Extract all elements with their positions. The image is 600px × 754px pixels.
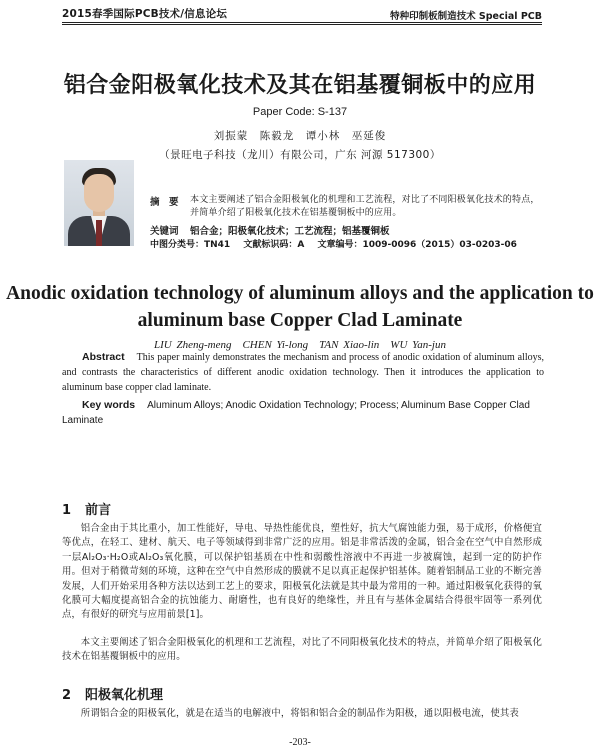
paper-code: Paper Code: S-137 (252, 106, 348, 118)
authors-cn: 刘振蒙 陈毅龙 谭小林 巫延俊 (213, 130, 387, 142)
abstract-cn-text: 本文主要阐述了铝合金阳极氧化的机理和工艺流程，对比了不同阳极氧化技术的特点，并简单介绍了阳极氧化技术在铝基覆铜板中的应用。 (190, 195, 540, 218)
page-number: -203- (289, 737, 311, 748)
article-number: 文章编号：1009-0096（2015）03-0203-06 (317, 240, 517, 250)
section-1-paragraph-2: 本文主要阐述了铝合金阳极氧化的机理和工艺流程，对比了不同阳极氧化技术的特点，并简单介绍了阳极氧化技术在铝基覆铜板中的应用。 (62, 637, 542, 663)
section-2-heading (62, 684, 163, 703)
section-1-heading (62, 499, 111, 518)
keywords-en (62, 398, 544, 428)
keywords-cn-text: 铝合金；阳极氧化技术；工艺流程；铝基覆铜板 (190, 226, 390, 237)
doc-code: 文献标识码：A (243, 240, 305, 250)
keywords-en-text: Aluminum Alloys; Anodic Oxidation Technology; Process; Aluminum Base Copper Clad Laminate (62, 400, 530, 426)
author-photo (64, 160, 134, 246)
abstract-en (62, 350, 544, 395)
abstract-cn-label: 摘 要 (150, 197, 179, 208)
section-1-paragraph-1: 铝合金由于其比重小，加工性能好，导电、导热性能优良，塑性好，抗大气腐蚀能力强，易于成形，价格便宜等优点，在轻工、建材、航天、电子等领域得到非常广泛的应用。铝是非常活泼的金属，铝合金在空气中自然形成一层Al₂O₃·H₂O或Al₂O₃氧化膜，可以保护铝基质在中性和弱酸性溶液中不再进一步被腐蚀，起到一定的防护作用。但对于稍微苛刻的环境，这种在空气中自然形成的膜就不足以真正起保护铝基体。随着铝制品工业的不断完善发展，人们开始采用各种方法以达到工艺上的要求，阳极氧化法就是其中最为常用的一种。通过阳极氧化获得的氧化膜可大幅度提高铝合金的抗蚀能力、耐磨性，也有良好的绝缘性，并且有与基体金属结合得很牢固等一系列优点，有很好的研究与应用前景[1]。 (62, 523, 542, 621)
authors-en: LIU Zheng-meng CHEN Yi-long TAN Xiao-lin WU Yan-jun (154, 339, 446, 351)
section-2-number: 2 (62, 688, 72, 703)
keywords-en-label: Key words (82, 399, 136, 411)
cls-number: 中图分类号：TN41 (150, 240, 231, 250)
header-rule-thin (62, 24, 542, 25)
abstract-en-text: This paper mainly demonstrates the mechanism and process of anodic oxidation of aluminum alloys, and contrasts the characteristics of different anodic oxidation technology. Then it introduces the application to aluminum base copper clad laminate. (62, 352, 544, 393)
paper-title-cn: 铝合金阳极氧化技术及其在铝基覆铜板中的应用 (63, 73, 537, 98)
keywords-cn-label: 关键词 (150, 226, 179, 237)
paper-title-en: Anodic oxidation technology of aluminum alloys and the application to aluminum base Copper Clad Laminate (6, 283, 594, 331)
section-1-number: 1 (62, 503, 72, 518)
section-2-title: 阳极氧化机理 (85, 688, 164, 703)
abstract-en-label: Abstract (82, 351, 125, 363)
journal-header-right: 特种印制板制造技术 Special PCB (390, 11, 542, 22)
section-2-paragraph-1: 所谓铝合金的阳极氧化，就是在适当的电解液中，将铝和铝合金的制品作为阳极，通以阳极电流，使其表 (80, 708, 519, 719)
header-rule (62, 22, 542, 23)
affiliation-cn: （景旺电子科技（龙川）有限公司，广东 河源 517300） (159, 149, 441, 161)
section-1-title: 前言 (85, 503, 112, 518)
classification-line (150, 237, 527, 250)
journal-header-left: 2015春季国际PCB技术/信息论坛 (62, 8, 228, 20)
